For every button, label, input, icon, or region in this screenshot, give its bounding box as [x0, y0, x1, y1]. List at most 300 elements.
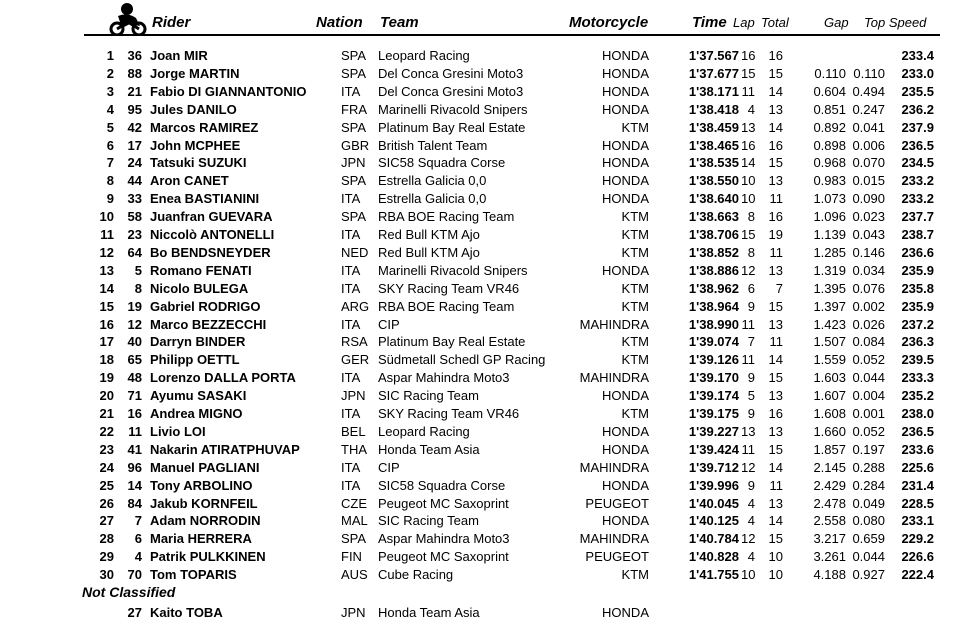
motorcycle-rider-icon — [108, 2, 148, 36]
position-cell: 12 — [99, 244, 114, 260]
nation-cell: JPN — [341, 388, 366, 404]
rider-number-cell: 65 — [127, 352, 142, 368]
nation-cell: SPA — [341, 48, 367, 63]
rider-number-cell: 48 — [127, 370, 142, 386]
time-cell: 1'39.227 — [688, 423, 739, 439]
total-laps-cell: 16 — [768, 137, 783, 153]
nation-cell: ARG — [341, 298, 370, 314]
motorcycle-cell: HONDA — [602, 423, 649, 439]
motorcycle-cell: KTM — [621, 209, 649, 225]
top-speed-cell: 235.9 — [901, 262, 934, 278]
top-speed-cell: 233.0 — [901, 65, 934, 81]
position-cell: 13 — [99, 262, 114, 278]
total-laps-cell: 15 — [768, 531, 783, 547]
rider-number-cell: 84 — [127, 495, 142, 511]
total-laps-cell: 14 — [768, 459, 783, 475]
gap-previous-cell: 0.002 — [852, 298, 885, 314]
gap-cell: 1.096 — [813, 209, 846, 225]
nation-cell: ITA — [341, 83, 361, 99]
top-speed-cell: 238.0 — [901, 406, 934, 421]
nation-cell: ITA — [341, 227, 361, 242]
rider-name-cell: Tom TOPARIS — [150, 567, 237, 583]
gap-cell: 1.559 — [813, 352, 846, 368]
table-row — [0, 370, 976, 388]
team-cell: RBA BOE Racing Team — [378, 209, 515, 225]
top-speed-cell: 236.5 — [901, 423, 934, 439]
gap-previous-cell: 0.494 — [852, 83, 885, 99]
gap-cell: 1.395 — [813, 280, 846, 296]
position-cell: 7 — [106, 155, 114, 171]
position-cell: 15 — [99, 298, 114, 314]
motorcycle-cell: HONDA — [602, 441, 649, 457]
gap-previous-cell: 0.110 — [853, 65, 885, 81]
total-laps-cell: 13 — [768, 262, 783, 278]
motorcycle-cell: KTM — [621, 298, 649, 314]
motorcycle-cell: HONDA — [602, 173, 649, 189]
top-speed-cell: 233.3 — [901, 370, 934, 386]
top-speed-cell: 237.9 — [901, 119, 934, 135]
team-cell: Red Bull KTM Ajo — [378, 244, 480, 260]
team-cell: SIC Racing Team — [378, 513, 479, 529]
rider-number-cell: 11 — [128, 423, 142, 439]
table-row — [0, 496, 976, 514]
rider-number-cell: 4 — [134, 549, 142, 565]
lap-cell: 11 — [741, 441, 755, 457]
gap-cell: 1.319 — [813, 262, 846, 278]
lap-cell: 14 — [741, 155, 756, 171]
top-speed-cell: 233.1 — [901, 513, 934, 529]
gap-cell: 2.429 — [813, 477, 846, 493]
total-laps-cell: 15 — [768, 370, 783, 386]
top-speed-cell: 233.4 — [901, 48, 934, 63]
table-row — [0, 299, 976, 317]
lap-cell: 10 — [741, 567, 756, 583]
gap-cell: 1.603 — [813, 370, 846, 386]
lap-cell: 5 — [747, 388, 755, 404]
nation-cell: SPA — [341, 209, 367, 225]
total-laps-cell: 19 — [768, 227, 783, 242]
gap-previous-cell: 0.049 — [852, 495, 885, 511]
team-cell: Leopard Racing — [378, 48, 470, 63]
motorcycle-cell: HONDA — [602, 388, 649, 404]
position-cell: 29 — [99, 549, 114, 565]
gap-previous-cell: 0.015 — [852, 173, 885, 189]
rider-name-cell: Enea BASTIANINI — [150, 191, 260, 207]
gap-previous-cell: 0.927 — [852, 567, 885, 583]
team-cell: SIC58 Squadra Corse — [378, 155, 506, 171]
time-cell: 1'40.784 — [688, 531, 739, 547]
gap-cell: 2.478 — [813, 495, 846, 511]
table-row — [0, 209, 976, 227]
motorcycle-cell: KTM — [621, 119, 649, 135]
rider-name-cell: Darryn BINDER — [150, 334, 246, 350]
team-cell: Marinelli Rivacold Snipers — [378, 262, 528, 278]
motorcycle-cell: KTM — [621, 244, 649, 260]
header-motorcycle: Motorcycle — [569, 14, 649, 31]
top-speed-cell: 233.2 — [901, 191, 934, 207]
position-cell: 22 — [99, 423, 114, 439]
motorcycle-cell: MAHINDRA — [579, 459, 649, 475]
total-laps-cell: 13 — [768, 495, 783, 511]
rider-name-cell: Gabriel RODRIGO — [150, 298, 261, 314]
rider-name-cell: Tony ARBOLINO — [150, 477, 253, 493]
rider-number-cell: 5 — [134, 262, 142, 278]
nation-cell: ITA — [341, 262, 361, 278]
rider-number-cell: 71 — [127, 388, 142, 404]
total-laps-cell: 13 — [768, 173, 783, 189]
top-speed-cell: 225.6 — [901, 459, 934, 475]
top-speed-cell: 233.2 — [901, 173, 934, 189]
header-rider: Rider — [152, 14, 191, 31]
table-row — [0, 334, 976, 352]
time-cell: 1'38.171 — [688, 83, 739, 99]
motorcycle-cell: KTM — [621, 406, 649, 421]
top-speed-cell: 236.2 — [901, 101, 934, 117]
lap-cell: 4 — [747, 495, 755, 511]
time-cell: 1'38.640 — [688, 191, 739, 207]
gap-cell: 1.423 — [813, 316, 846, 332]
motorcycle-cell: HONDA — [602, 262, 649, 278]
position-cell: 23 — [99, 441, 114, 457]
rider-name-cell: Fabio DI GIANNANTONIO — [150, 83, 307, 99]
top-speed-cell: 226.6 — [901, 549, 934, 565]
position-cell: 9 — [106, 191, 114, 207]
lap-cell: 12 — [741, 531, 756, 547]
rider-number-cell: 96 — [127, 459, 142, 475]
team-cell: Südmetall Schedl GP Racing — [378, 352, 546, 368]
motorcycle-cell: HONDA — [602, 137, 649, 153]
table-row — [0, 48, 976, 66]
team-cell: SIC Racing Team — [378, 388, 479, 404]
lap-cell: 15 — [741, 65, 756, 81]
time-cell: 1'38.459 — [688, 119, 739, 135]
top-speed-cell: 228.5 — [901, 495, 934, 511]
nation-cell: GBR — [341, 137, 370, 153]
position-cell: 28 — [99, 531, 114, 547]
motorcycle-cell: HONDA — [602, 191, 649, 207]
table-row — [0, 442, 976, 460]
top-speed-cell: 235.8 — [901, 280, 934, 296]
rider-name-cell: Jakub KORNFEIL — [150, 495, 258, 511]
nation-cell: ITA — [341, 477, 361, 493]
lap-cell: 11 — [741, 316, 755, 332]
position-cell: 3 — [106, 83, 114, 99]
team-cell: Peugeot MC Saxoprint — [378, 495, 509, 511]
team-cell: CIP — [378, 316, 400, 332]
rider-name-cell: Maria HERRERA — [150, 531, 252, 547]
gap-cell: 0.604 — [813, 83, 846, 99]
gap-cell: 3.261 — [813, 549, 846, 565]
motorcycle-cell: HONDA — [602, 83, 649, 99]
rider-number-cell: 41 — [127, 441, 142, 457]
top-speed-cell: 229.2 — [901, 531, 934, 547]
gap-previous-cell: 0.288 — [852, 459, 885, 475]
table-row — [0, 263, 976, 281]
nation-cell: ITA — [341, 370, 361, 386]
total-laps-cell: 16 — [768, 48, 783, 63]
lap-cell: 9 — [747, 477, 755, 493]
rider-number-cell: 40 — [127, 334, 142, 350]
lap-cell: 4 — [747, 549, 755, 565]
table-row — [0, 102, 976, 120]
lap-cell: 11 — [741, 352, 755, 368]
position-cell: 16 — [99, 316, 114, 332]
rider-name-cell: Niccolò ANTONELLI — [150, 227, 275, 242]
position-cell: 19 — [99, 370, 114, 386]
time-cell: 1'38.418 — [688, 101, 739, 117]
time-cell: 1'39.170 — [688, 370, 739, 386]
nation-cell: JPN — [341, 155, 366, 171]
header-lap: Lap — [733, 15, 755, 30]
gap-previous-cell: 0.004 — [852, 388, 885, 404]
lap-cell: 9 — [747, 370, 755, 386]
team-cell: Leopard Racing — [378, 423, 470, 439]
time-cell: 1'38.852 — [688, 244, 739, 260]
position-cell: 24 — [99, 459, 114, 475]
gap-cell: 1.857 — [813, 441, 846, 457]
total-laps-cell: 14 — [768, 83, 783, 99]
position-cell: 11 — [100, 227, 114, 242]
gap-previous-cell: 0.084 — [852, 334, 885, 350]
time-cell: 1'39.712 — [688, 459, 739, 475]
rider-number-cell: 21 — [127, 83, 142, 99]
team-cell: Honda Team Asia — [378, 605, 480, 620]
time-cell: 1'38.962 — [688, 280, 739, 296]
header-total: Total — [761, 15, 789, 30]
total-laps-cell: 15 — [768, 155, 783, 171]
header-gap: Gap — [824, 15, 849, 30]
rider-number-cell: 36 — [127, 48, 142, 63]
time-cell: 1'38.990 — [688, 316, 739, 332]
rider-number-cell: 70 — [127, 567, 142, 583]
rider-name-cell: Nakarin ATIRATPHUVAP — [150, 441, 300, 457]
team-cell: Del Conca Gresini Moto3 — [378, 65, 524, 81]
team-cell: Honda Team Asia — [378, 441, 480, 457]
lap-cell: 9 — [747, 406, 755, 421]
time-cell: 1'41.755 — [688, 567, 739, 583]
team-cell: RBA BOE Racing Team — [378, 298, 515, 314]
time-cell: 1'37.567 — [688, 48, 739, 63]
team-cell: Aspar Mahindra Moto3 — [378, 370, 510, 386]
time-cell: 1'38.465 — [688, 137, 739, 153]
motorcycle-cell: HONDA — [602, 65, 649, 81]
gap-cell: 1.073 — [813, 191, 846, 207]
team-cell: Marinelli Rivacold Snipers — [378, 101, 528, 117]
table-row — [0, 66, 976, 84]
motorcycle-cell: HONDA — [602, 101, 649, 117]
team-cell: Del Conca Gresini Moto3 — [378, 83, 524, 99]
team-cell: SKY Racing Team VR46 — [378, 406, 520, 421]
gap-previous-cell: 0.034 — [852, 262, 885, 278]
rider-name-cell: Andrea MIGNO — [150, 406, 243, 421]
top-speed-cell: 236.5 — [901, 137, 934, 153]
lap-cell: 10 — [741, 173, 756, 189]
time-cell: 1'40.125 — [688, 513, 739, 529]
position-cell: 6 — [106, 137, 114, 153]
time-cell: 1'38.706 — [688, 227, 739, 242]
rider-name-cell: Jorge MARTIN — [150, 65, 240, 81]
motorcycle-cell: KTM — [621, 567, 649, 583]
gap-previous-cell: 0.026 — [852, 316, 885, 332]
lap-cell: 12 — [741, 459, 756, 475]
team-cell: Estrella Galicia 0,0 — [378, 191, 487, 207]
rider-name-cell: Adam NORRODIN — [150, 513, 261, 529]
total-laps-cell: 10 — [768, 567, 783, 583]
lap-cell: 16 — [741, 48, 756, 63]
header-time: Time — [692, 14, 727, 31]
lap-cell: 9 — [747, 298, 755, 314]
lap-cell: 8 — [747, 209, 755, 225]
team-cell: Peugeot MC Saxoprint — [378, 549, 509, 565]
gap-cell: 1.507 — [813, 334, 846, 350]
rider-number-cell: 8 — [134, 280, 142, 296]
nation-cell: RSA — [341, 334, 368, 350]
gap-cell: 2.558 — [813, 513, 846, 529]
rider-number-cell: 19 — [127, 298, 142, 314]
top-speed-cell: 222.4 — [901, 567, 934, 583]
top-speed-cell: 236.6 — [901, 244, 934, 260]
team-cell: Estrella Galicia 0,0 — [378, 173, 487, 189]
time-cell: 1'40.045 — [688, 495, 739, 511]
table-row — [0, 352, 976, 370]
total-laps-cell: 11 — [769, 477, 783, 493]
gap-previous-cell: 0.052 — [852, 423, 885, 439]
rider-name-cell: Livio LOI — [150, 423, 206, 439]
position-cell: 30 — [99, 567, 114, 583]
rider-number-cell: 33 — [127, 191, 142, 207]
gap-cell: 0.851 — [813, 101, 846, 117]
nation-cell: FIN — [341, 549, 362, 565]
gap-cell: 4.188 — [813, 567, 846, 583]
rider-name-cell: Bo BENDSNEYDER — [150, 244, 271, 260]
top-speed-cell: 235.2 — [901, 388, 934, 404]
total-laps-cell: 15 — [768, 65, 783, 81]
lap-cell: 8 — [747, 244, 755, 260]
rider-number-cell: 12 — [127, 316, 142, 332]
nation-cell: SPA — [341, 531, 367, 547]
table-row — [0, 513, 976, 531]
lap-cell: 10 — [741, 191, 756, 207]
nation-cell: NED — [341, 244, 369, 260]
table-row — [0, 155, 976, 173]
rider-name-cell: Juanfran GUEVARA — [150, 209, 273, 225]
table-row — [0, 245, 976, 263]
table-row — [0, 549, 976, 567]
time-cell: 1'38.535 — [688, 155, 739, 171]
gap-previous-cell: 0.006 — [852, 137, 885, 153]
nation-cell: AUS — [341, 567, 368, 583]
rider-name-cell: Nicolo BULEGA — [150, 280, 249, 296]
time-cell: 1'39.126 — [688, 352, 739, 368]
gap-previous-cell: 0.044 — [852, 370, 885, 386]
rider-name-cell: John MCPHEE — [150, 137, 241, 153]
motorcycle-cell: MAHINDRA — [579, 370, 649, 386]
rider-name-cell: Manuel PAGLIANI — [150, 459, 260, 475]
rider-number-cell: 23 — [127, 227, 142, 242]
nation-cell: ITA — [341, 280, 361, 296]
nation-cell: GER — [341, 352, 370, 368]
rider-number-cell: 44 — [127, 173, 142, 189]
gap-previous-cell: 0.041 — [852, 119, 885, 135]
nation-cell: FRA — [341, 101, 367, 117]
table-row — [0, 191, 976, 209]
nation-cell: CZE — [341, 495, 367, 511]
time-cell: 1'40.828 — [688, 549, 739, 565]
lap-cell: 12 — [741, 262, 756, 278]
top-speed-cell: 235.5 — [901, 83, 934, 99]
top-speed-cell: 237.7 — [901, 209, 934, 225]
gap-cell: 0.892 — [813, 119, 846, 135]
rider-name-cell: Aron CANET — [150, 173, 229, 189]
motorcycle-cell: PEUGEOT — [585, 549, 649, 565]
position-cell: 14 — [99, 280, 114, 296]
gap-previous-cell: 0.080 — [852, 513, 885, 529]
rider-number-cell: 16 — [127, 406, 142, 421]
total-laps-cell: 13 — [768, 423, 783, 439]
rider-name-cell: Lorenzo DALLA PORTA — [150, 370, 296, 386]
lap-cell: 16 — [741, 137, 756, 153]
gap-previous-cell: 0.052 — [852, 352, 885, 368]
table-row — [0, 281, 976, 299]
table-header — [0, 0, 976, 40]
gap-cell: 2.145 — [813, 459, 846, 475]
gap-cell: 0.898 — [813, 137, 846, 153]
top-speed-cell: 234.5 — [901, 155, 934, 171]
total-laps-cell: 10 — [768, 549, 783, 565]
rider-number-cell: 24 — [127, 155, 142, 171]
position-cell: 21 — [99, 406, 114, 421]
rider-name-cell: Romano FENATI — [150, 262, 252, 278]
motorcycle-cell: HONDA — [602, 477, 649, 493]
team-cell: Platinum Bay Real Estate — [378, 334, 526, 350]
position-cell: 17 — [99, 334, 114, 350]
time-cell: 1'38.964 — [688, 298, 739, 314]
rider-number-cell: 95 — [127, 101, 142, 117]
gap-cell: 3.217 — [813, 531, 846, 547]
gap-previous-cell: 0.070 — [852, 155, 885, 171]
total-laps-cell: 14 — [768, 513, 783, 529]
motorcycle-cell: MAHINDRA — [579, 531, 649, 547]
total-laps-cell: 13 — [768, 388, 783, 404]
top-speed-cell: 237.2 — [901, 316, 934, 332]
header-divider — [84, 34, 940, 36]
total-laps-cell: 15 — [768, 441, 783, 457]
table-row — [0, 120, 976, 138]
header-nation: Nation — [316, 14, 363, 31]
gap-cell: 1.607 — [813, 388, 846, 404]
position-cell: 25 — [99, 477, 114, 493]
position-cell: 20 — [99, 388, 114, 404]
lap-cell: 15 — [741, 227, 756, 242]
rider-number-cell: 64 — [127, 244, 142, 260]
gap-previous-cell: 0.090 — [852, 191, 885, 207]
rider-number-cell: 14 — [127, 477, 142, 493]
team-cell: CIP — [378, 459, 400, 475]
top-speed-cell: 231.4 — [901, 477, 934, 493]
position-cell: 27 — [99, 513, 114, 529]
motorcycle-cell: KTM — [621, 352, 649, 368]
total-laps-cell: 13 — [768, 101, 783, 117]
table-row — [0, 317, 976, 335]
nation-cell: ITA — [341, 316, 361, 332]
position-cell: 8 — [106, 173, 114, 189]
position-cell: 2 — [106, 65, 114, 81]
rider-name-cell: Philipp OETTL — [150, 352, 240, 368]
rider-number-cell: 42 — [127, 119, 142, 135]
motorcycle-cell: KTM — [621, 334, 649, 350]
total-laps-cell: 14 — [768, 119, 783, 135]
lap-cell: 13 — [741, 119, 756, 135]
